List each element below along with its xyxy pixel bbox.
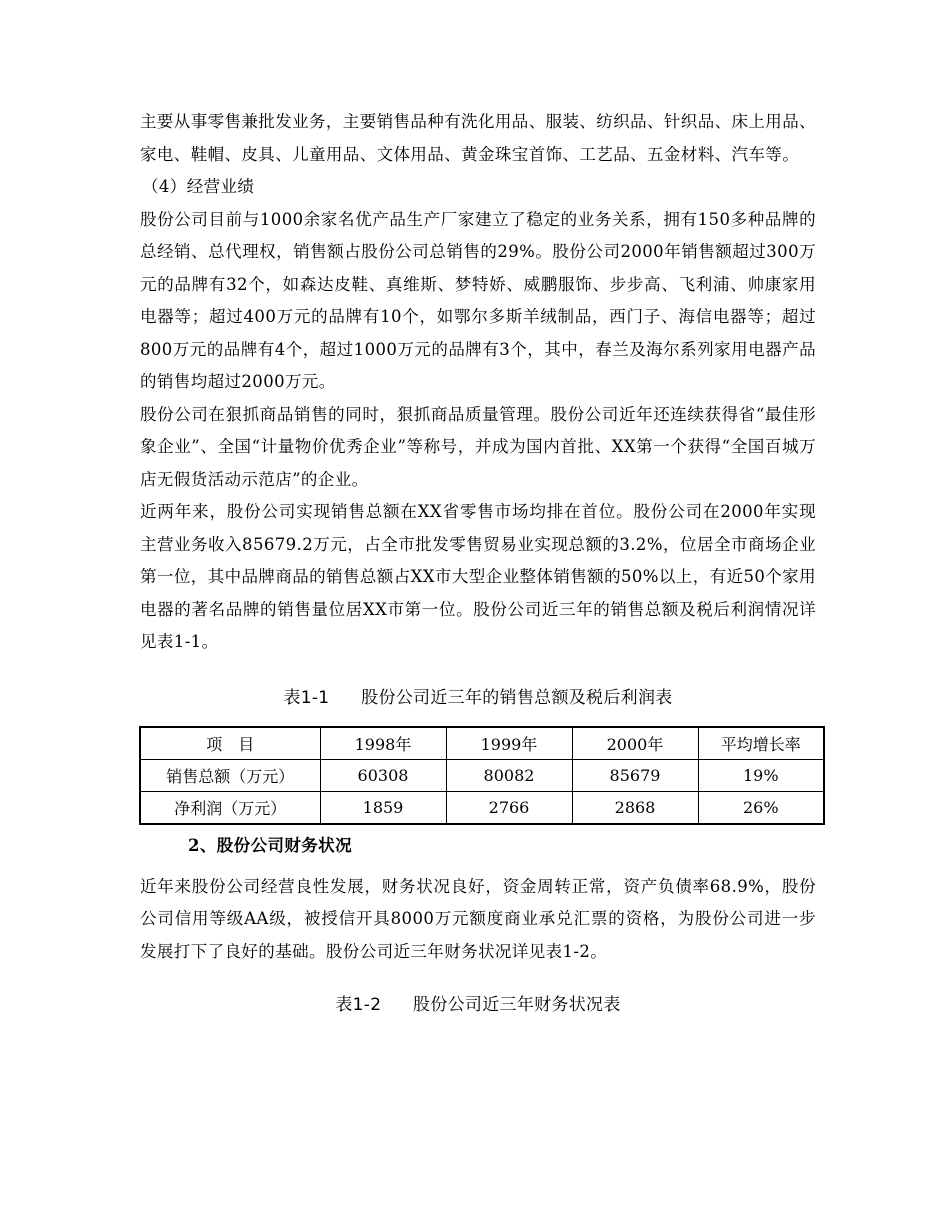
table-cell: 60308 bbox=[320, 759, 446, 791]
table-cell: 26% bbox=[698, 791, 824, 824]
table2-caption-number: 表1-2 bbox=[335, 995, 382, 1015]
paragraph-business-scope: 主要从事零售兼批发业务，主要销售品种有洗化用品、服装、纺织品、针织品、床上用品、家电、鞋帽、皮具、儿童用品、文体用品、黄金珠宝首饰、工艺品、五金材料、汽车等。 bbox=[140, 112, 816, 164]
table1-caption bbox=[140, 683, 816, 708]
document-page bbox=[140, 106, 816, 1033]
table-cell: 80082 bbox=[446, 759, 572, 791]
table-header-cell: 2000年 bbox=[572, 727, 698, 760]
paragraph-brand-partnerships: 股份公司目前与1000余家名优产品生产厂家建立了稳定的业务关系，拥有150多种品牌的总经销、总代理权，销售额占股份公司总销售的29%。股份公司2000年销售额超过300万元的品牌有32个，如森达皮鞋、真维斯、梦特娇、威鹏服饰、步步高、飞利浦、帅康家用电器等；超过400万元的品牌有10个，如鄂尔多斯羊绒制品，西门子、海信电器等；超过800万元的品牌有4个，超过1000万元的品牌有3个，其中，春兰及海尔系列家用电器产品的销售均超过2000万元。 bbox=[140, 209, 816, 391]
table-cell: 19% bbox=[698, 759, 824, 791]
table1-caption-number: 表1-1 bbox=[283, 687, 330, 708]
subheading-operating-performance: （4）经营业绩 bbox=[142, 177, 255, 196]
table-row bbox=[140, 791, 824, 824]
table-cell: 2766 bbox=[446, 791, 572, 824]
table-cell: 净利润（万元） bbox=[140, 791, 320, 824]
table-cell: 销售总额（万元） bbox=[140, 759, 320, 791]
table-header-cell: 1999年 bbox=[446, 727, 572, 760]
table-cell: 2868 bbox=[572, 791, 698, 824]
paragraph-quality-management: 股份公司在狠抓商品销售的同时，狠抓商品质量管理。股份公司近年还连续获得省“最佳形象企业”、全国“计量物价优秀企业”等称号，并成为国内首批、XX第一个获得“全国百城万店无假货活动示范店”的企业。 bbox=[140, 404, 816, 489]
table-header-cell: 平均增长率 bbox=[698, 727, 824, 760]
table-header-row bbox=[140, 727, 824, 760]
table-row bbox=[140, 759, 824, 791]
table-header-cell: 1998年 bbox=[320, 727, 446, 760]
table-cell: 85679 bbox=[572, 759, 698, 791]
table-cell: 1859 bbox=[320, 791, 446, 824]
paragraph-financial-status: 近年来股份公司经营良性发展，财务状况良好，资金周转正常，资产负债率68.9%，股份公司信用等级AA级，被授信开具8000万元额度商业承兑汇票的资格，为股份公司进一步发展打下了良好的基础。股份公司近三年财务状况详见表1-2。 bbox=[140, 876, 816, 961]
table-header-cell: 项 目 bbox=[140, 727, 320, 760]
table2-caption-title: 股份公司近三年财务状况表 bbox=[413, 995, 621, 1015]
table2-caption bbox=[140, 990, 816, 1015]
paragraph-sales-ranking: 近两年来，股份公司实现销售总额在XX省零售市场均排在首位。股份公司在2000年实现主营业务收入85679.2万元，占全市批发零售贸易业实现总额的3.2%，位居全市商场企业第一位，其中品牌商品的销售总额占XX市大型企业整体销售额的50%以上，有近50个家用电器的著名品牌的销售量位居XX市第一位。股份公司近三年的销售总额及税后利润情况详见表1-1。 bbox=[140, 502, 816, 651]
table1-caption-title: 股份公司近三年的销售总额及税后利润表 bbox=[361, 687, 673, 708]
sales-profit-table bbox=[139, 726, 825, 825]
section-heading-financial-status: 2、股份公司财务状况 bbox=[188, 835, 352, 855]
